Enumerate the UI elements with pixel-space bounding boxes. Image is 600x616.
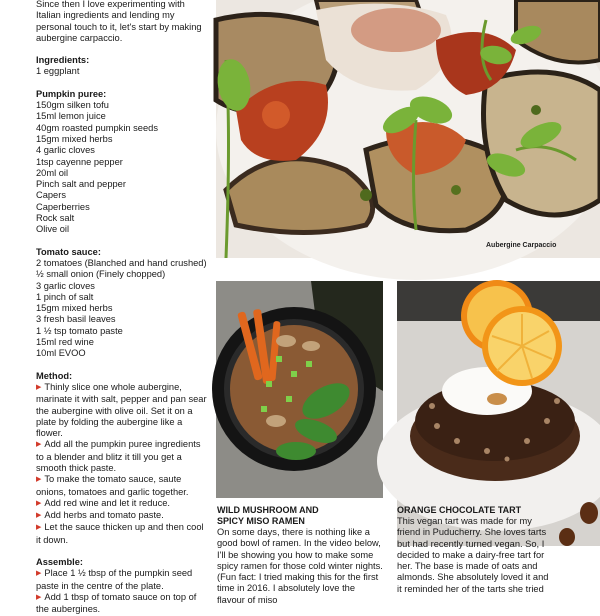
ingredient-item: 4 garlic cloves (36, 145, 95, 156)
ingredient-item: Caperberries (36, 201, 90, 212)
ingredient-item: 1 eggplant (36, 66, 80, 77)
ramen-article (217, 505, 385, 605)
ingredient-item: 3 garlic cloves (36, 280, 95, 291)
ingredient-item: 3 fresh basil leaves (36, 314, 116, 325)
method-step (36, 474, 208, 498)
method-step (36, 522, 208, 546)
ingredient-item: 15gm mixed herbs (36, 303, 113, 314)
ingredient-item: 1tsp cayenne pepper (36, 156, 123, 167)
assemble-step-text: Add 1 tbsp of tomato sauce on top of the aubergines. (36, 591, 197, 615)
ingredient-item: Capers (36, 190, 66, 201)
ingredient-item: 2 tomatoes (Blanched and hand crushed) (36, 257, 207, 268)
ramen-title-line1: WILD MUSHROOM AND (217, 505, 319, 515)
tart-title: ORANGE CHOCOLATE TART (397, 505, 522, 515)
intro-text: Since then I love experimenting with Italian ingredients and lending my personal touch to it, let's start by making aubergine carpaccio. (36, 0, 202, 43)
assemble-heading: Assemble: (36, 557, 84, 568)
ingredient-item: 15ml lemon juice (36, 111, 106, 122)
method-step-text: Add all the pumpkin puree ingredients to a blender and blitz it till you get a smooth thick paste. (36, 439, 201, 473)
photo-caption: Aubergine Carpaccio (486, 242, 557, 249)
method-step (36, 382, 208, 439)
method-step-text: Add red wine and let it reduce. (44, 497, 170, 508)
bullet-icon: ▶ (36, 476, 42, 484)
aubergine-carpaccio-photo (216, 0, 600, 258)
pumpkin-puree-heading: Pumpkin puree: (36, 88, 107, 99)
ingredient-item: Olive oil (36, 224, 70, 235)
method-step-text: To make the tomato sauce, saute onions, tomatoes and garlic together. (36, 474, 189, 497)
ingredient-item: Rock salt (36, 213, 75, 224)
ingredient-item: ½ small onion (Finely chopped) (36, 269, 166, 280)
assemble-step (36, 568, 208, 592)
method-step (36, 439, 208, 474)
ramen-title-line2: SPICY MISO RAMEN (217, 516, 305, 526)
ingredient-item: Pinch salt and pepper (36, 179, 126, 190)
ingredient-item: 1 pinch of salt (36, 291, 94, 302)
ramen-photo (216, 281, 383, 498)
assemble-list (36, 568, 208, 615)
ingredient-item: 150gm silken tofu (36, 100, 109, 111)
ingredient-item: 15ml red wine (36, 337, 94, 348)
ingredient-item: 1 ½ tsp tomato paste (36, 325, 123, 336)
bullet-icon: ▶ (36, 499, 42, 507)
assemble-step (36, 592, 208, 616)
pumpkin-puree-list (36, 100, 208, 236)
tart-article (397, 505, 549, 600)
method-step (36, 510, 208, 522)
assemble-step-text: Place 1 ½ tbsp of the pumpkin seed paste in the centre of the plate. (36, 568, 193, 591)
tart-body: This vegan tart was made for my friend in Puducherry. She loves tarts but had recently turned vegan. So, I decided to make a dairy-free tart for her. The base is made of oats and almonds. She absolutely loved it and it reminded her of the tarts she tried (397, 516, 549, 594)
bullet-icon: ▶ (36, 570, 42, 578)
tomato-sauce-list (36, 258, 208, 360)
ingredient-item: 20ml oil (36, 167, 69, 178)
ramen-body: On some days, there is nothing like a good bowl of ramen. In the video below, I'll be showing you how to make some spicy ramen for those cold winter nights. (Fun fact: I tried making this for the first time in 2016. I absolutely love the flavour of miso (217, 527, 383, 605)
bullet-icon: ▶ (36, 441, 42, 449)
tomato-sauce-heading: Tomato sauce: (36, 246, 101, 257)
recipe-column (36, 0, 208, 615)
method-heading: Method: (36, 370, 73, 381)
bullet-icon: ▶ (36, 524, 42, 532)
bullet-icon: ▶ (36, 512, 42, 520)
bullet-icon: ▶ (36, 383, 42, 391)
method-step-text: Add herbs and tomato paste. (44, 510, 164, 521)
method-step-text: Thinly slice one whole aubergine, marinate it with salt, pepper and pan sear the aubergine with olive oil. Set it on a plate by folding the aubergine like a flower. (36, 381, 207, 439)
bullet-icon: ▶ (36, 593, 42, 601)
ingredient-item: 40gm roasted pumpkin seeds (36, 122, 158, 133)
method-step-text: Let the sauce thicken up and then cool it down. (36, 522, 204, 545)
ingredient-item: 10ml EVOO (36, 348, 86, 359)
ingredients-heading: Ingredients: (36, 55, 90, 66)
ingredient-item: 15gm mixed herbs (36, 133, 113, 144)
method-step (36, 498, 208, 510)
method-list (36, 382, 208, 546)
